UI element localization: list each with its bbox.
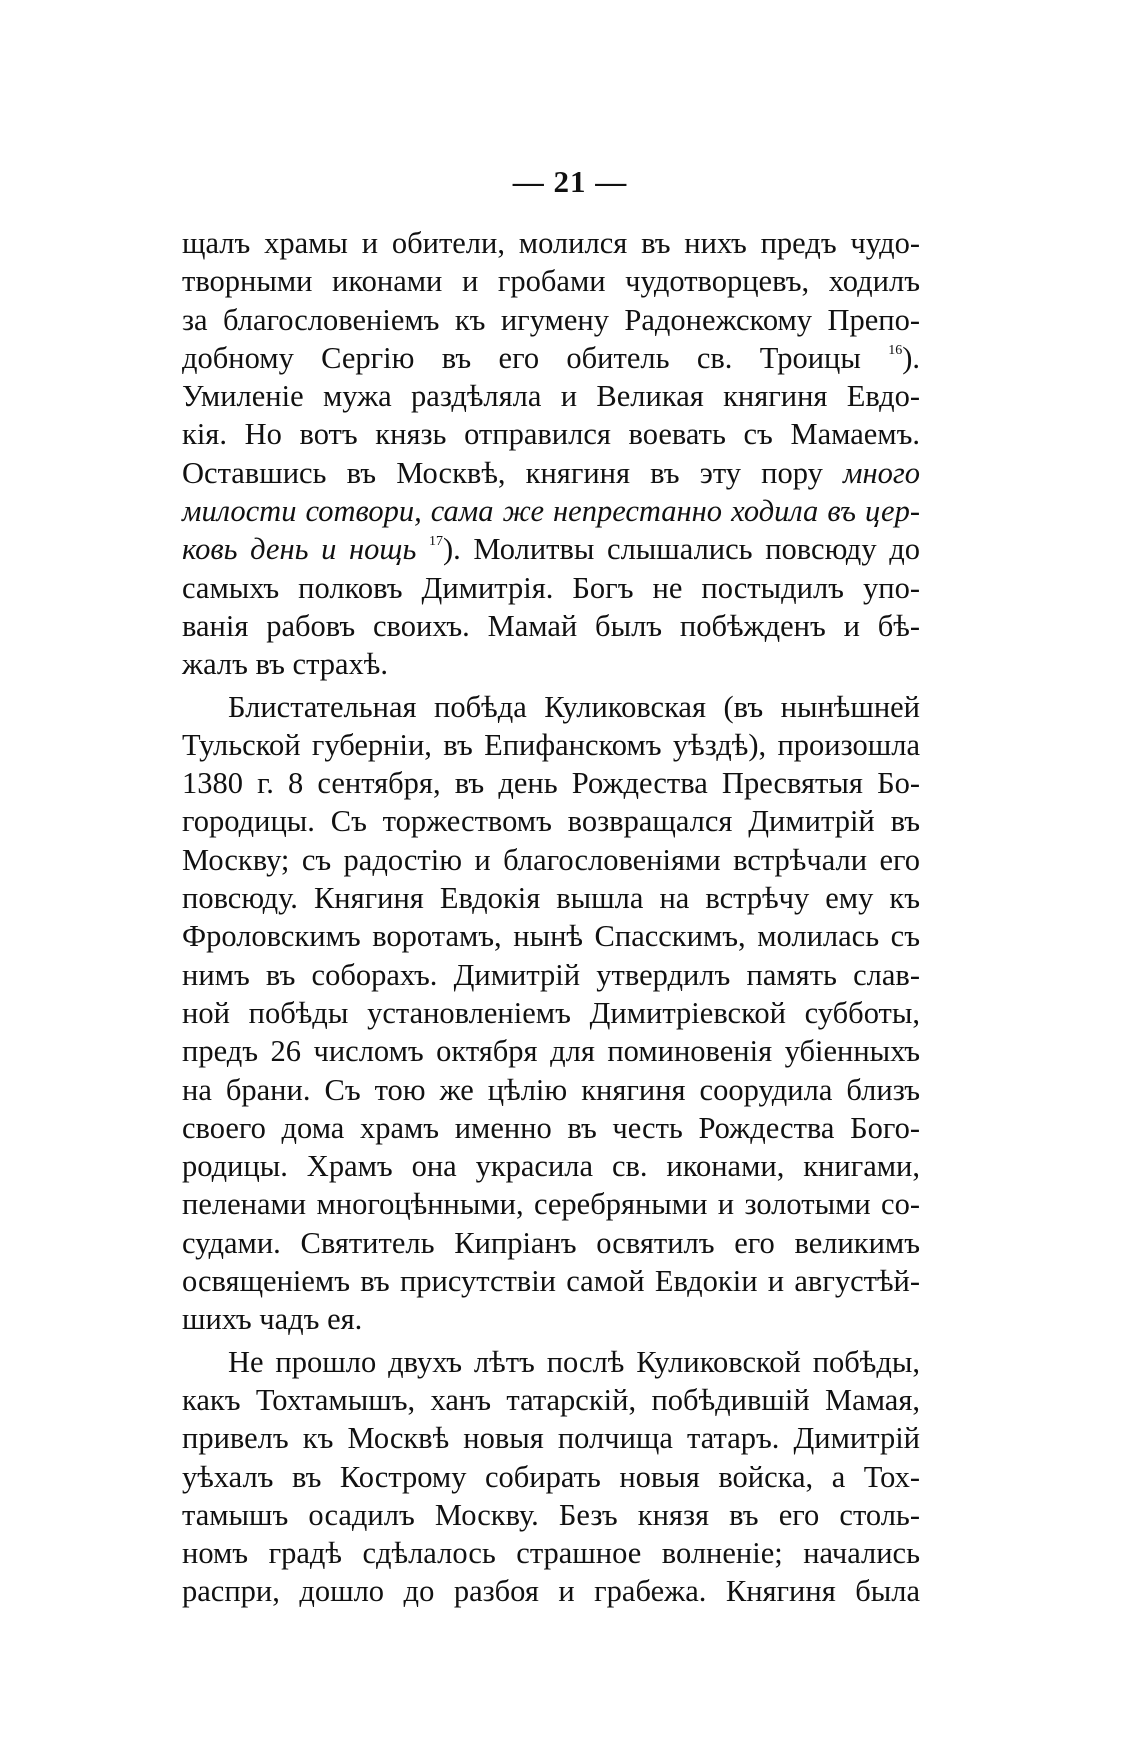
- text-span: ). Молитвы слышались повсюду до: [442, 532, 920, 567]
- text-line: номъ градѣ сдѣлалось страшное волненіе; начались: [182, 1536, 920, 1571]
- text-line: какъ Тохтамышъ, ханъ татарскій, побѣдившій Мамая,: [182, 1382, 920, 1417]
- text-line: распри, дошло до разбоя и грабежа. Княгиня была: [182, 1574, 920, 1609]
- text-line: Фроловскимъ воротамъ, нынѣ Спасскимъ, молилась съ: [182, 919, 920, 954]
- text-line: Умиленіе мужа раздѣляла и Великая княгиня Евдо-: [182, 379, 920, 414]
- text-line: творными иконами и гробами чудотворцевъ, ходилъ: [182, 264, 920, 299]
- text-line: нимъ въ соборахъ. Димитрій утвердилъ память слав-: [182, 957, 920, 992]
- text-line: Тульской губерніи, въ Епифанскомъ уѣздѣ), произошла: [182, 727, 920, 762]
- text-line: щалъ храмы и обители, молился въ нихъ предъ чудо-: [182, 226, 920, 260]
- text-line: за благословеніемъ къ игумену Радонежскому Препо-: [182, 302, 920, 337]
- text-line: Москву; съ радостію и благословеніями встрѣчали его: [182, 842, 920, 877]
- text-line: [182, 530, 920, 568]
- text-line: привелъ къ Москвѣ новыя полчища татаръ. Димитрій: [182, 1421, 920, 1456]
- text-line: предъ 26 числомъ октября для поминовенія убіенныхъ: [182, 1034, 920, 1069]
- text-line: 1380 г. 8 сентября, въ день Рождества Пресвятыя Бо-: [182, 766, 920, 801]
- text-line: жалъ въ страхѣ.: [182, 647, 388, 682]
- text-line: [182, 454, 920, 492]
- text-line: пеленами многоцѣнными, серебряными и золотыми со-: [182, 1187, 920, 1222]
- page-number: — 21 —: [512, 164, 628, 199]
- text-span: Оставшись въ Москвѣ, княгиня въ эту пору: [182, 455, 823, 490]
- text-line: освященіемъ въ присутствіи самой Евдокіи и августѣй-: [182, 1264, 920, 1299]
- text-span: ).: [902, 340, 920, 375]
- text-line: ванія рабовъ своихъ. Мамай былъ побѣжденъ и бѣ-: [182, 608, 920, 643]
- text-span: добному Сергію въ его обитель св. Троицы: [182, 340, 861, 375]
- text-line: своего дома храмъ именно въ честь Рождества Бого-: [182, 1110, 920, 1145]
- italic-text: много: [843, 455, 921, 490]
- body-text: [182, 224, 920, 1611]
- text-line: самыхъ полковъ Димитрія. Богъ не постыдилъ упо-: [182, 570, 920, 605]
- text-line: тамышъ осадилъ Москву. Безъ князя въ его столь-: [182, 1497, 920, 1532]
- text-line: шихъ чадъ ея.: [182, 1302, 363, 1337]
- text-line: Блистательная побѣда Куликовская (въ нынѣшней: [228, 689, 920, 724]
- text-line: на брани. Съ тою же цѣлію княгиня соорудила близъ: [182, 1072, 920, 1107]
- footnote-ref-17: 17: [428, 534, 443, 550]
- text-line: ной побѣды установленіемъ Димитріевской субботы,: [182, 995, 920, 1030]
- text-line: [182, 339, 920, 377]
- text-line: родицы. Храмъ она украсила св. иконами, книгами,: [182, 1149, 920, 1184]
- text-line: кія. Но вотъ князь отправился воевать съ Мамаемъ.: [182, 417, 920, 452]
- text-line: городицы. Съ торжествомъ возвращался Димитрій въ: [182, 804, 920, 839]
- text-line: уѣхалъ въ Кострому собирать новыя войска, а Тох-: [182, 1459, 920, 1494]
- text-line: Не прошло двухъ лѣтъ послѣ Куликовской побѣды,: [228, 1344, 920, 1379]
- footnote-ref-16: 16: [888, 342, 903, 358]
- italic-text: ковь день и нощь: [182, 532, 417, 567]
- text-line: судами. Святитель Кипріанъ освятилъ его великимъ: [182, 1225, 920, 1260]
- italic-text-line: милости сотвори, сама же непрестанно ходила въ цер-: [182, 494, 920, 529]
- text-line: повсюду. Княгиня Евдокія вышла на встрѣчу ему къ: [182, 881, 920, 916]
